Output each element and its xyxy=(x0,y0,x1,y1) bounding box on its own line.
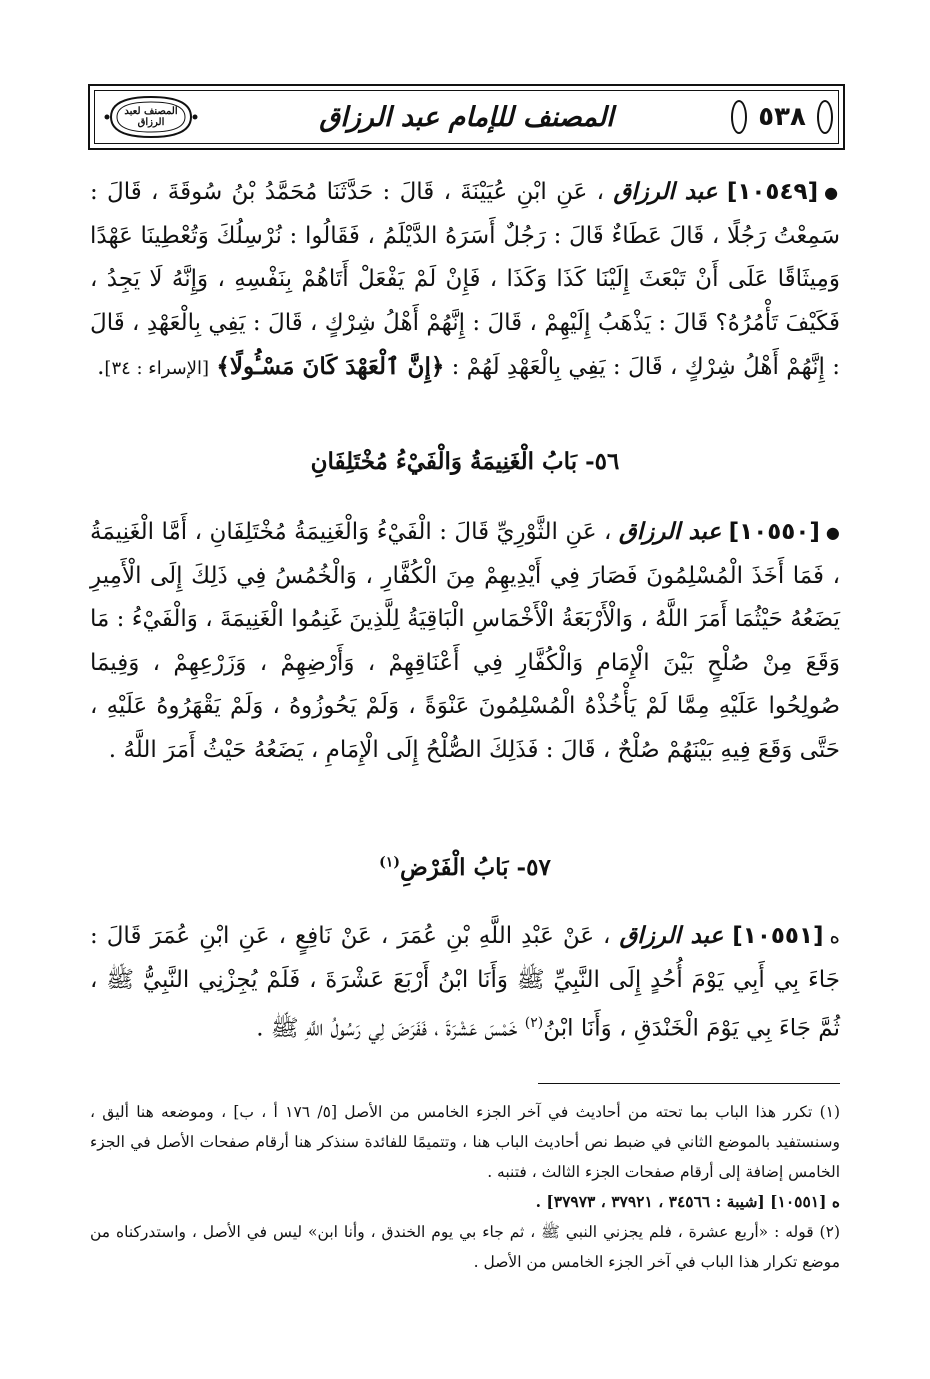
hadith-text-cont: خَمْسَ عَشْرَةَ ، فَفَرَضَ لِي رَسُولُ اللَّهِ ﷺ . xyxy=(256,1015,518,1042)
hadith-end: . xyxy=(97,354,105,381)
chapter-heading-57 xyxy=(90,854,840,881)
footnotes xyxy=(90,1097,840,1277)
footnote-divider xyxy=(538,1083,840,1084)
ornament-logo xyxy=(90,86,212,148)
quran-reference: [الإسراء : ٣٤] xyxy=(104,358,210,380)
ornament-text: المصنف لعبد الرزاق xyxy=(124,106,178,128)
hadith-marker: ه xyxy=(829,924,840,949)
footnote-source: ه [١٠٥٥١] [شيبة : ٣٤٥٦٦ ، ٣٧٩٢١ ، ٣٧٩٧٣] . xyxy=(535,1192,840,1211)
hadith-10550 xyxy=(90,510,840,772)
footnote-2: (٢) قوله : «أربع عشرة ، فلم يجزني النبي ﷺ ، ثم جاء بي يوم الخندق ، وأنا ابن» ليس في الأصل ، واستدركناه من موضع تكرار هذا الباب في آخر الجزء الخامس من الأصل . xyxy=(90,1223,840,1271)
hadith-marker: ● xyxy=(825,523,840,543)
hadith-number: [١٠٥٤٩] xyxy=(726,179,819,205)
page-header xyxy=(88,84,845,150)
hadith-text: ، عَنِ الثَّوْرِيِّ قَالَ : الْفَيْءُ وَالْغَنِيمَةُ مُخْتَلِفَانِ ، أَمَّا الْغَنِيمَةُ ، فَمَا أَخَذَ الْمُسْلِمُونَ فَصَارَ فِي أَيْدِيهِمْ مِنَ الْكُفَّارِ ، وَالْخُمُسُ فِي ذَلِكَ إِلَى الْأَمِيرِ يَضَعُهُ حَيْثُمَا أَمَرَ اللَّهُ ، وَالْأَرْبَعَةُ الْأَخْمَاسِ الْبَاقِيَةُ لِلَّذِينَ غَنِمُوا الْغَنِيمَةَ ، وَالْفَيْءُ : مَا وَقَعَ مِنْ صُلْحٍ بَيْنَ الْإِمَامِ وَالْكُفَّارِ فِي أَعْنَاقِهِمْ ، وَأَرْضِهِمْ ، وَزَرْعِهِمْ ، وَفِيمَا صُولِحُوا عَلَيْهِ مِمَّا لَمْ يَأْخُذْهُ الْمُسْلِمُونَ عَنْوَةً ، وَلَمْ يَحُوزُوهُ ، وَلَمْ يَقْهَرُوهُ عَلَيْهِ ، حَتَّى وَقَعَ فِيهِ بَيْنَهُمْ صُلْحٌ ، قَالَ : فَذَلِكَ الصُّلْحُ إِلَى الْإِمَامِ ، يَضَعُهُ حَيْثُ أَمَرَ اللَّهُ . xyxy=(90,519,840,763)
chapter-title: ٥٧- بَابُ الْفَرْضِ xyxy=(399,854,551,881)
narrator-name: عبد الرزاق xyxy=(618,518,722,545)
narrator-name: عبد الرزاق xyxy=(619,922,724,949)
hadith-number: [١٠٥٥٠] xyxy=(728,519,820,545)
hadith-text: ، عَنْ عَبْدِ اللَّهِ بْنِ عُمَرَ ، عَنْ نَافِعٍ ، عَنِ ابْنِ عُمَرَ قَالَ : جَاءَ بِي أَبِي يَوْمَ أُحُدٍ إِلَى النَّبِيِّ ﷺ وَأَنَا ابْنُ أَرْبَعَ عَشْرَةَ ، فَلَمْ يُجِزْنِي النَّبِيُّ ﷺ ، ثُمَّ جَاءَ بِي يَوْمَ الْخَنْدَقِ ، وَأَنَا ابْنُ xyxy=(90,923,840,1042)
page-number: ٥٣٨ xyxy=(721,86,843,148)
footnote-1: (١) تكرر هذا الباب بما تحته من أحاديث في آخر الجزء الخامس من الأصل [٥/ ١٧٦ أ ، ب] ، وموضعه هنا أليق ، وسنستفيد بالموضع الثاني في ضبط نص أحاديث الباب هنا ، وتتميمًا للفائدة سنذكر هنا أرقام صفحات الأصل في الجزء الخامس إضافة إلى أرقام صفحات الجزء الثالث ، فتنبه . xyxy=(90,1103,841,1181)
footnote-ref-2: (٢) xyxy=(524,1015,544,1032)
hadith-10549 xyxy=(90,170,840,391)
footnote-ref-1: (١) xyxy=(379,854,400,871)
hadith-text: ، عَنِ ابْنِ عُيَيْنَةَ ، قَالَ : حَدَّثَنَا مُحَمَّدُ بْنُ سُوقَةَ ، قَالَ : سَمِعْتُ رَجُلًا ، قَالَ عَطَاءٌ قَالَ : رَجُلٌ أَسَرَهُ الدَّيْلَمُ ، فَقَالُوا : نُرْسِلُكَ وَتُعْطِينَا عَهْدًا وَمِيثَاقًا عَلَى أَنْ تَبْعَثَ إِلَيْنَا كَذَا وَكَذَا ، فَإِنْ لَمْ يَفْعَلْ أَتَاهُمْ بِنَفْسِهِ ، وَإِنَّهُ لَا يَجِدُ ، فَكَيْفَ تَأْمُرُهُ؟ قَالَ : يَذْهَبُ إِلَيْهِمْ ، قَالَ : إِنَّهُمْ أَهْلُ شِرْكٍ ، قَالَ : يَفِي بِالْعَهْدِ ، قَالَ : إِنَّهُمْ أَهْلُ شِرْكٍ ، قَالَ : يَفِي بِالْعَهْدِ لَهُمْ : xyxy=(90,179,840,381)
book-title: المصنف للإمام عبد الرزاق xyxy=(319,101,614,133)
narrator-name: عبد الرزاق xyxy=(613,178,718,205)
hadith-10551 xyxy=(90,914,840,1051)
chapter-heading-56: ٥٦- بَابُ الْغَنِيمَةُ وَالْفَيْءُ مُخْتَلِفَانِ xyxy=(310,448,620,475)
quran-verse: ﴿إِنَّ ٱلْعَهْدَ كَانَ مَسْـُٔولًا﴾ xyxy=(216,353,445,381)
hadith-number: [١٠٥٥١] xyxy=(732,923,824,949)
hadith-marker: ● xyxy=(824,183,841,203)
